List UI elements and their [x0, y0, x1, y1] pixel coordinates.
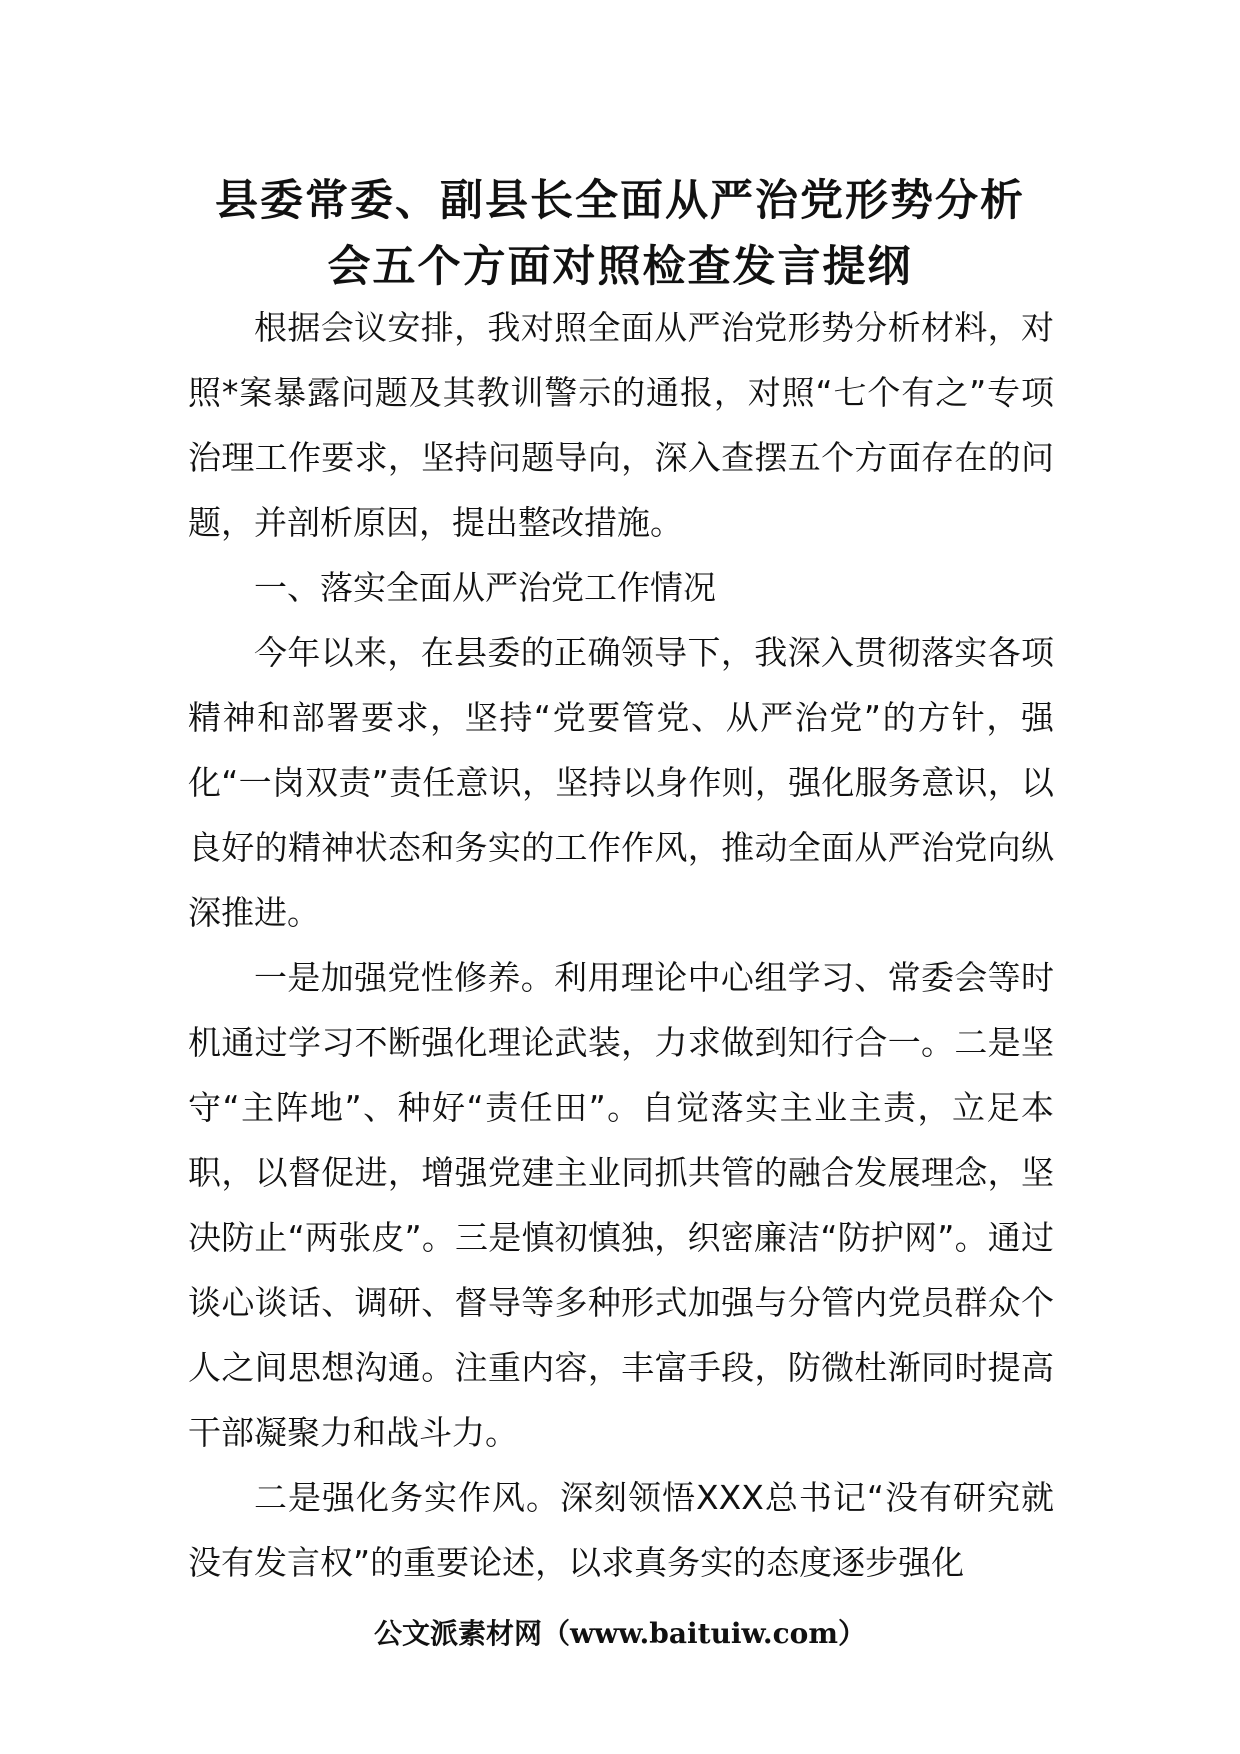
document-body: [188, 295, 1054, 1595]
paragraph-intro: 根据会议安排，我对照全面从严治党形势分析材料，对照*案暴露问题及其教训警示的通报，对照“七个有之”专项治理工作要求，坚持问题导向，深入查摆五个方面存在的问题，并剖析原因，提出整改措施。: [188, 308, 1054, 542]
paragraph-pragmatic-style: 二是强化务实作风。深刻领悟XXX总书记“没有研究就没有发言权”的重要论述，以求真务实的态度逐步强化: [188, 1478, 1054, 1582]
paragraph-party-cultivation: 一是加强党性修养。利用理论中心组学习、常委会等时机通过学习不断强化理论武装，力求做到知行合一。二是坚守“主阵地”、种好“责任田”。自觉落实主业主责，立足本职，以督促进，增强党建主业同抓共管的融合发展理念，坚决防止“两张皮”。三是慎初慎独，织密廉洁“防护网”。通过谈心谈话、调研、督导等多种形式加强与分管内党员群众个人之间思想沟通。注重内容，丰富手段，防微杜渐同时提高干部凝聚力和战斗力。: [188, 958, 1054, 1452]
paragraph-overview: 今年以来，在县委的正确领导下，我深入贯彻落实各项精神和部署要求，坚持“党要管党、从严治党”的方针，强化“一岗双责”责任意识，坚持以身作则，强化服务意识，以良好的精神状态和务实的工作作风，推动全面从严治党向纵深推进。: [188, 633, 1054, 932]
title-line-2: 会五个方面对照检查发言提纲: [327, 242, 913, 292]
footer-watermark: 公文派素材网（www.baituiw.com）: [374, 1617, 866, 1650]
title-line-1: 县委常委、副县长全面从严治党形势分析: [215, 176, 1025, 226]
document-title: [150, 168, 1090, 300]
section-heading-1: 一、落实全面从严治党工作情况: [254, 568, 716, 607]
